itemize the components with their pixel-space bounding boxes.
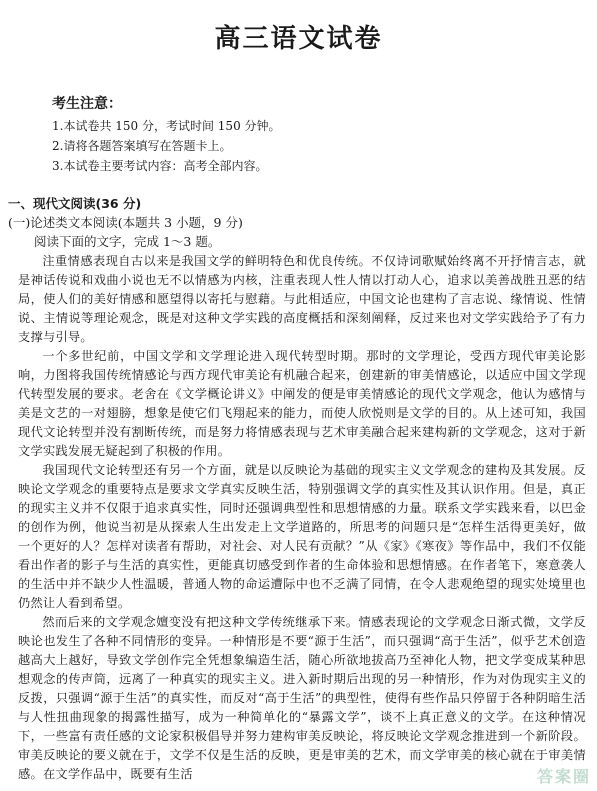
watermark-logo: 答案圈 (536, 767, 591, 786)
subsection-heading: (一)论述类文本阅读(本题共 3 小题，9 分) (8, 215, 243, 230)
page-title: 高三语文试卷 (214, 24, 383, 54)
passage-paragraph: 一个多世纪前，中国文学和文学理论进入现代转型时期。那时的文学理论，受西方现代审美论影响，力图将我国传统情感论与西方现代审美论有机融合起来，创建新的审美情感论，以适应中国文学现代转型发展的要求。老舍在《文学概论讲义》中阐发的便是审美情感论的现代文学观念，他认为感情与美是文艺的一对翅膀，想象是使它们飞翔起来的能力，而使人欣悦则是文学的目的。从上述可知，我国现代文论转型并没有割断传统，而是努力将情感表现与艺术审美融合起来建构新的文学观念，这对于新文学实践发展无疑起到了积极的作用。 (18, 349, 586, 458)
notice-item: 1.本试卷共 150 分，考试时间 150 分钟。 (52, 119, 281, 133)
notice-list (52, 116, 281, 176)
notice-heading: 考生注意： (52, 96, 122, 112)
notice-item: 3.本试卷主要考试内容：高考全部内容。 (52, 159, 268, 173)
notice-item: 2.请将各题答案填写在答题卡上。 (52, 139, 232, 153)
passage-paragraph: 注重情感表现自古以来是我国文学的鲜明特色和优良传统。不仅诗词歌赋始终离不开抒情言志，就是神话传说和戏曲小说也无不以情感为内核，注重表现人性人情以打动人心，追求以美善战胜丑恶的结局，使人们的美好情感和愿望得以寄托与慰藉。与此相适应，中国文论也建构了言志说、缘情说、性情说、主情说等理论观念，既是对这种文学实践的高度概括和深刻阐释，反过来也对文学实践给予了有力支撑与引导。 (18, 254, 586, 344)
passage-paragraph: 我国现代文论转型还有另一个方面，就是以反映论为基础的现实主义文学观念的建构及其发展。反映论文学观念的重要特点是要求文学真实反映生活，特别强调文学的真实性及其认识作用。但是，真正的现实主义并不仅限于追求真实性，同时还强调典型性和思想情感的力量。联系文学实践来看，以巴金的创作为例，他说当初是从探索人生出发走上文学道路的，所思考的问题只是“怎样生活得更美好，做一个更好的人？怎样对读者有帮助，对社会、对人民有贡献？”从《家》《寒夜》等作品中，我们不仅能看出作者的影子与生活的真实性，更能真切感受到作者的生命体验和思想情感。在作者笔下，寒意袭人的生活中并不缺少人性温暖，普通人物的命运遭际中也不乏满了同情，在令人悲观绝望的现实处境里也仍然让人看到希望。 (18, 463, 586, 610)
reading-instruction: 阅读下面的文字，完成 1～3 题。 (34, 234, 221, 249)
passage-paragraph: 然而后来的文学观念嬗变没有把这种文学传统继承下来。情感表现论的文学观念日渐式微，文学反映论也发生了各种不同情形的变异。一种情形是不要“源于生活”，而只强调“高于生活”，似乎艺术创造越高大上越好，导致文学创作完全凭想象编造生活，随心所欲地拔高乃至神化人物，把文学变成某种思想观念的传声筒，远离了一种真实的现实主义。进入新时期后出现的另一种情形，作为对伪现实主义的反拨，只强调“源于生活”的真实性，而反对“高于生活”的典型性，使得有些作品只停留于各种阴暗生活与人性扭曲现象的揭露性描写，成为一种简单化的“暴露文学”，谈不上真正意义的文学。在这种情况下，一些富有责任感的文论家积极倡导并努力建构审美反映论，将反映论文学观念推进到一个新阶段。审美反映论的要义就在于，文学不仅是生活的反映，更是审美的艺术，而文学审美的核心就在于审美情感。在文学作品中，既要有生活 (18, 615, 586, 781)
reading-passage (18, 252, 586, 784)
section-heading: 一、现代文阅读(36 分) (8, 196, 142, 211)
